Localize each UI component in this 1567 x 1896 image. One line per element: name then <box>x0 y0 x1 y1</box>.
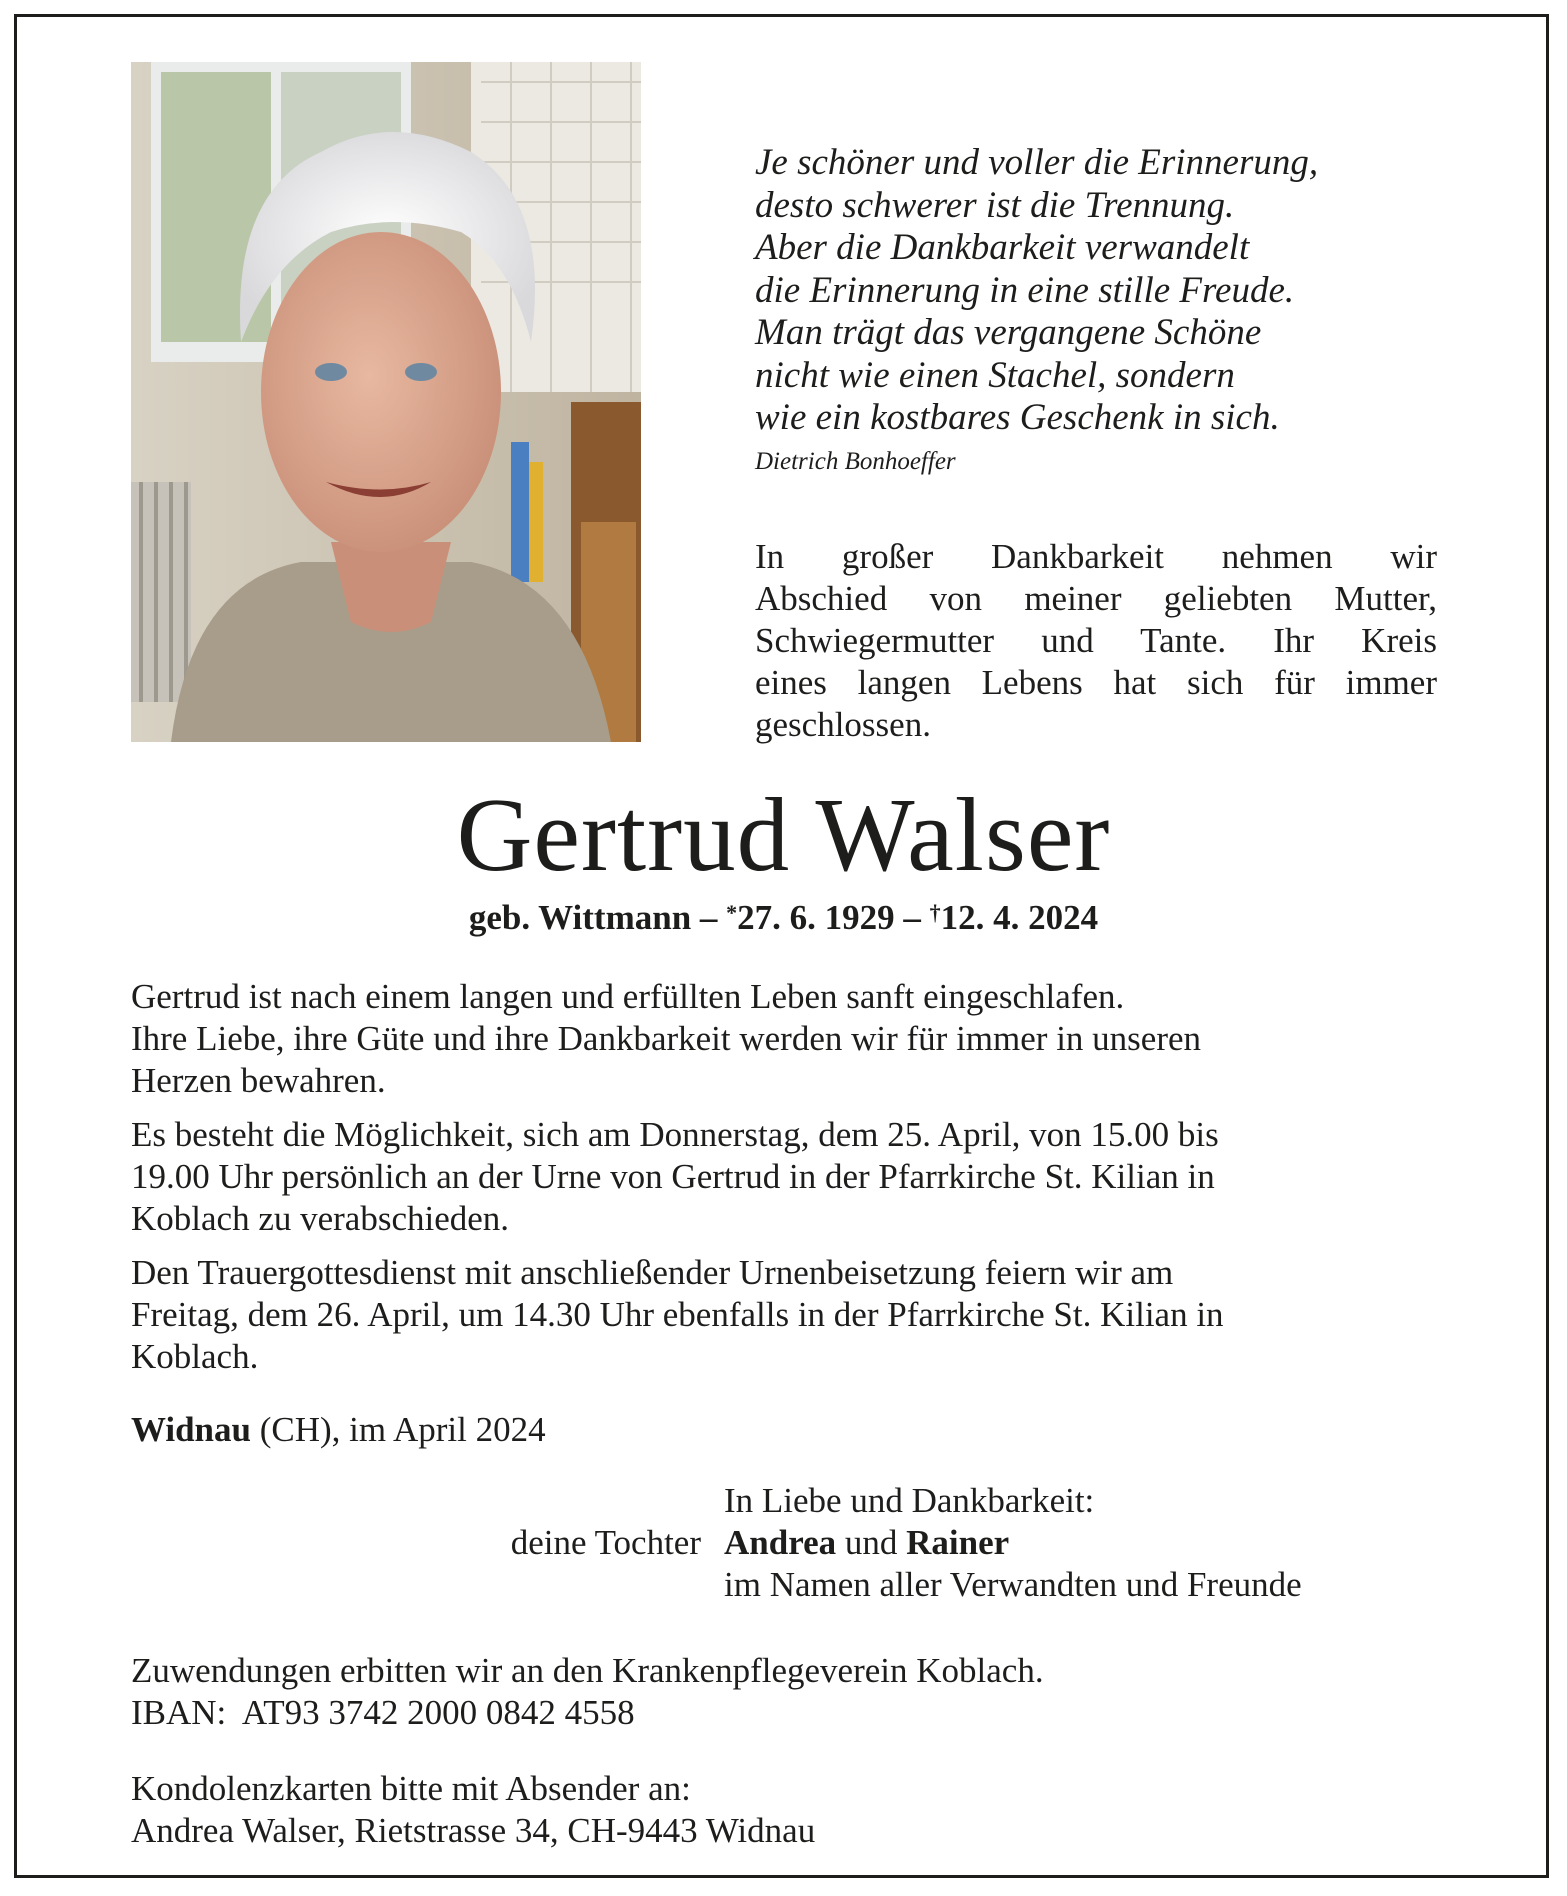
body-paragraph <box>131 1114 1441 1240</box>
donation-info <box>131 1650 1044 1734</box>
intro-text <box>755 536 1437 746</box>
intro-line: Abschied von meiner geliebten Mutter, <box>755 579 1437 618</box>
deceased-name: Gertrud Walser <box>456 776 1111 893</box>
intro-line: Schwiegermutter und Tante. Ihr Kreis <box>755 621 1437 660</box>
body-line: Herzen bewahren. <box>131 1061 386 1100</box>
body-line: Es besteht die Möglichkeit, sich am Donnerstag, dem 25. April, von 15.00 bis <box>131 1115 1219 1154</box>
body-line: Freitag, dem 26. April, um 14.30 Uhr ebenfalls in der Pfarrkirche St. Kilian in <box>131 1295 1224 1334</box>
place-town: Widnau <box>131 1410 251 1449</box>
body-line: Ihre Liebe, ihre Güte und ihre Dankbarkeit werden wir für immer in unseren <box>131 1019 1202 1058</box>
separator: – <box>699 898 718 937</box>
quote-line: Man trägt das vergangene Schöne <box>755 312 1262 353</box>
body-line: Den Trauergottesdienst mit anschließender Urnenbeisetzung feiern wir am <box>131 1253 1174 1292</box>
quote-line: Je schöner und voller die Erinnerung, <box>755 142 1319 183</box>
birth-symbol: * <box>726 900 738 925</box>
quote-line: nicht wie einen Stachel, sondern <box>755 354 1235 396</box>
body-line: 19.00 Uhr persönlich an der Urne von Gertrud in der Pfarrkirche St. Kilian in <box>131 1157 1215 1196</box>
signature-family: im Namen aller Verwandten und Freunde <box>724 1565 1302 1604</box>
signature-names <box>724 1523 1009 1563</box>
signature-name-1: Andrea <box>724 1523 837 1562</box>
signature-joiner: und <box>836 1523 907 1562</box>
quote-line: desto schwerer ist die Trennung. <box>755 184 1235 226</box>
signature-intro: In Liebe und Dankbarkeit: <box>724 1481 1095 1520</box>
intro-line: eines langen Lebens hat sich für immer <box>755 663 1437 702</box>
life-dates <box>0 898 1567 938</box>
body-paragraph <box>131 1252 1441 1378</box>
quote <box>755 142 1475 440</box>
iban-line: IBAN: AT93 3742 2000 0842 4558 <box>131 1693 635 1732</box>
separator: – <box>903 898 921 937</box>
signature-label: deine Tochter <box>510 1523 701 1562</box>
portrait-photo-icon <box>131 62 641 742</box>
death-symbol: † <box>929 900 941 925</box>
place-date <box>131 1410 546 1450</box>
place-rest: (CH), im April 2024 <box>251 1410 546 1449</box>
death-date: 12. 4. 2024 <box>940 898 1099 937</box>
body-paragraph <box>131 976 1441 1102</box>
birth-date: 27. 6. 1929 <box>737 898 895 937</box>
donation-line: Zuwendungen erbitten wir an den Krankenpflegeverein Koblach. <box>131 1651 1044 1690</box>
intro-line: In großer Dankbarkeit nehmen wir <box>755 537 1437 576</box>
quote-line: Aber die Dankbarkeit verwandelt <box>755 227 1250 268</box>
body-line: Koblach zu verabschieden. <box>131 1199 510 1238</box>
body-line: Gertrud ist nach einem langen und erfüllten Leben sanft eingeschlafen. <box>131 977 1125 1016</box>
address-line: Andrea Walser, Rietstrasse 34, CH-9443 Widnau <box>131 1811 816 1850</box>
signature-name-2: Rainer <box>906 1523 1010 1562</box>
birth-name: geb. Wittmann <box>468 898 692 937</box>
body-line: Koblach. <box>131 1337 259 1376</box>
quote-author: Dietrich Bonhoeffer <box>755 448 956 475</box>
portrait-photo <box>131 62 641 742</box>
condolence-info <box>131 1768 815 1852</box>
quote-line: die Erinnerung in eine stille Freude. <box>755 269 1295 311</box>
condolence-line: Kondolenzkarten bitte mit Absender an: <box>131 1769 691 1808</box>
intro-line: geschlossen. <box>755 705 931 744</box>
quote-line: wie ein kostbares Geschenk in sich. <box>755 397 1280 438</box>
